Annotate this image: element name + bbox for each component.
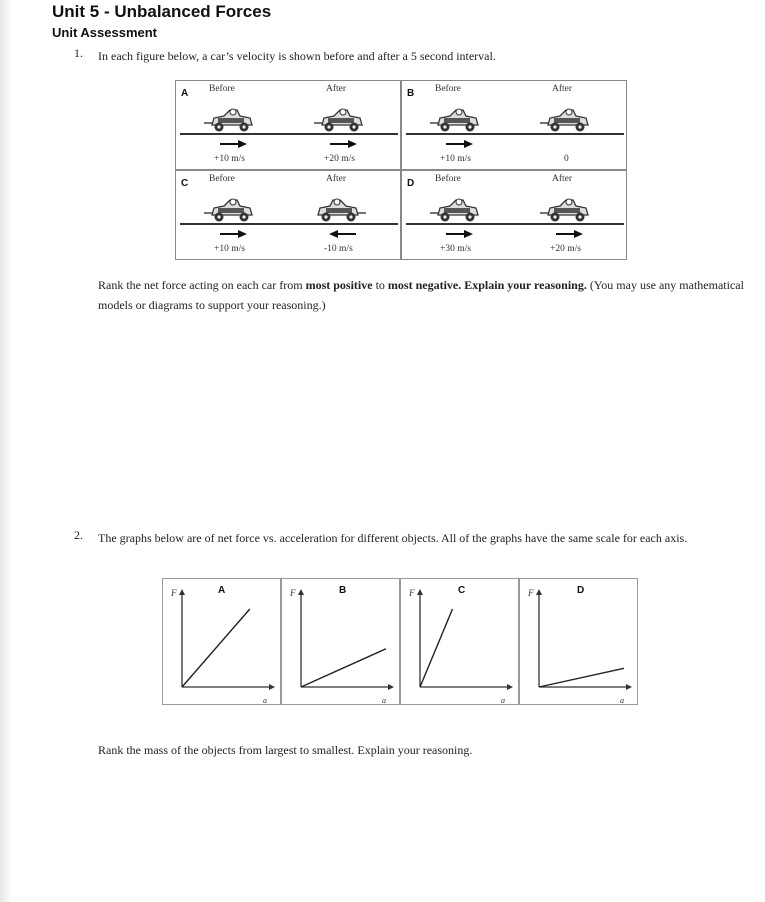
car-figure-d bbox=[401, 170, 627, 260]
graph-b bbox=[281, 578, 400, 705]
graph-label: C bbox=[458, 585, 466, 596]
after-label: After bbox=[552, 174, 573, 184]
velocity-arrow-icon bbox=[218, 140, 248, 148]
figure-label: A bbox=[181, 88, 189, 99]
question-2-rank-instruction: Rank the mass of the objects from largest to smallest. Explain your reasoning. bbox=[98, 743, 473, 757]
ground-line bbox=[180, 223, 398, 225]
graph-line bbox=[420, 609, 453, 687]
question-1-rank-instruction bbox=[98, 275, 748, 315]
car-figure-b bbox=[401, 80, 627, 170]
y-axis-label: F bbox=[528, 588, 534, 598]
before-label: Before bbox=[435, 174, 461, 184]
car-icon bbox=[430, 107, 482, 133]
axis-arrow-icon bbox=[298, 589, 304, 595]
car-icon bbox=[540, 107, 592, 133]
velocity-arrow-icon bbox=[444, 230, 474, 238]
graph-plot bbox=[163, 579, 282, 706]
axis-arrow-icon bbox=[417, 589, 423, 595]
graph-plot bbox=[401, 579, 520, 706]
ground-line bbox=[406, 133, 624, 135]
question-1-prompt: In each figure below, a car’s velocity is shown before and after a 5 second interval. bbox=[98, 49, 496, 63]
axis-arrow-icon bbox=[507, 684, 513, 690]
car-icon bbox=[430, 197, 482, 223]
car-icon bbox=[204, 107, 256, 133]
figure-label: D bbox=[407, 178, 415, 189]
graph-plot bbox=[282, 579, 401, 706]
car-icon bbox=[540, 197, 592, 223]
rank-text-most-negative: most negative. Explain your reasoning. bbox=[387, 278, 587, 292]
graph-plot bbox=[520, 579, 639, 706]
page-subtitle: Unit Assessment bbox=[52, 25, 157, 40]
velocity-arrow-icon bbox=[554, 230, 584, 238]
y-axis-label: F bbox=[409, 588, 415, 598]
after-label: After bbox=[552, 84, 573, 94]
question-1-number: 1. bbox=[74, 46, 83, 60]
axis-arrow-icon bbox=[179, 589, 185, 595]
car-icon bbox=[314, 107, 366, 133]
y-axis-label: F bbox=[171, 588, 177, 598]
axis-arrow-icon bbox=[626, 684, 632, 690]
after-velocity: 0 bbox=[564, 154, 569, 164]
axis-arrow-icon bbox=[388, 684, 394, 690]
car-figure-c bbox=[175, 170, 401, 260]
x-axis-label: a bbox=[620, 696, 624, 705]
car-figure-grid bbox=[175, 80, 627, 259]
x-axis-label: a bbox=[263, 696, 267, 705]
axis-arrow-icon bbox=[536, 589, 542, 595]
after-velocity: +20 m/s bbox=[324, 154, 355, 164]
question-2-prompt: The graphs below are of net force vs. acceleration for different objects. All of the graphs have the same scale for each axis. bbox=[98, 531, 688, 545]
axis-arrow-icon bbox=[269, 684, 275, 690]
force-acceleration-graphs bbox=[162, 578, 638, 705]
graph-a bbox=[162, 578, 281, 705]
car-icon bbox=[314, 197, 366, 223]
ground-line bbox=[406, 223, 624, 225]
x-axis-label: a bbox=[501, 696, 505, 705]
y-axis-label: F bbox=[290, 588, 296, 598]
graph-label: D bbox=[577, 585, 585, 596]
page-title: Unit 5 - Unbalanced Forces bbox=[52, 2, 272, 21]
velocity-arrow-icon bbox=[328, 230, 358, 238]
before-velocity: +10 m/s bbox=[214, 154, 245, 164]
after-velocity: +20 m/s bbox=[550, 244, 581, 254]
question-2-number: 2. bbox=[74, 528, 83, 542]
after-label: After bbox=[326, 174, 347, 184]
graph-line bbox=[182, 609, 250, 687]
rank-text-pre: Rank the net force acting on each car from bbox=[98, 278, 306, 292]
car-icon bbox=[204, 197, 256, 223]
graph-line bbox=[539, 668, 624, 687]
before-velocity: +10 m/s bbox=[440, 154, 471, 164]
before-velocity: +30 m/s bbox=[440, 244, 471, 254]
before-label: Before bbox=[435, 84, 461, 94]
velocity-arrow-icon bbox=[444, 140, 474, 148]
figure-label: C bbox=[181, 178, 189, 189]
velocity-arrow-icon bbox=[328, 140, 358, 148]
graph-line bbox=[301, 649, 386, 687]
before-label: Before bbox=[209, 174, 235, 184]
ground-line bbox=[180, 133, 398, 135]
before-velocity: +10 m/s bbox=[214, 244, 245, 254]
car-figure-a bbox=[175, 80, 401, 170]
rank-text-post: (You may use any mathematical models or diagrams to support your reasoning.) bbox=[98, 278, 744, 312]
graph-label: A bbox=[218, 585, 226, 596]
rank-text-mid: to bbox=[372, 278, 388, 292]
page-edge-shadow bbox=[0, 0, 12, 902]
figure-label: B bbox=[407, 88, 415, 99]
velocity-arrow-icon bbox=[218, 230, 248, 238]
before-label: Before bbox=[209, 84, 235, 94]
after-velocity: -10 m/s bbox=[324, 244, 353, 254]
graph-c bbox=[400, 578, 519, 705]
graph-label: B bbox=[339, 585, 347, 596]
after-label: After bbox=[326, 84, 347, 94]
graph-d bbox=[519, 578, 638, 705]
x-axis-label: a bbox=[382, 696, 386, 705]
rank-text-most-positive: most positive bbox=[305, 278, 373, 292]
